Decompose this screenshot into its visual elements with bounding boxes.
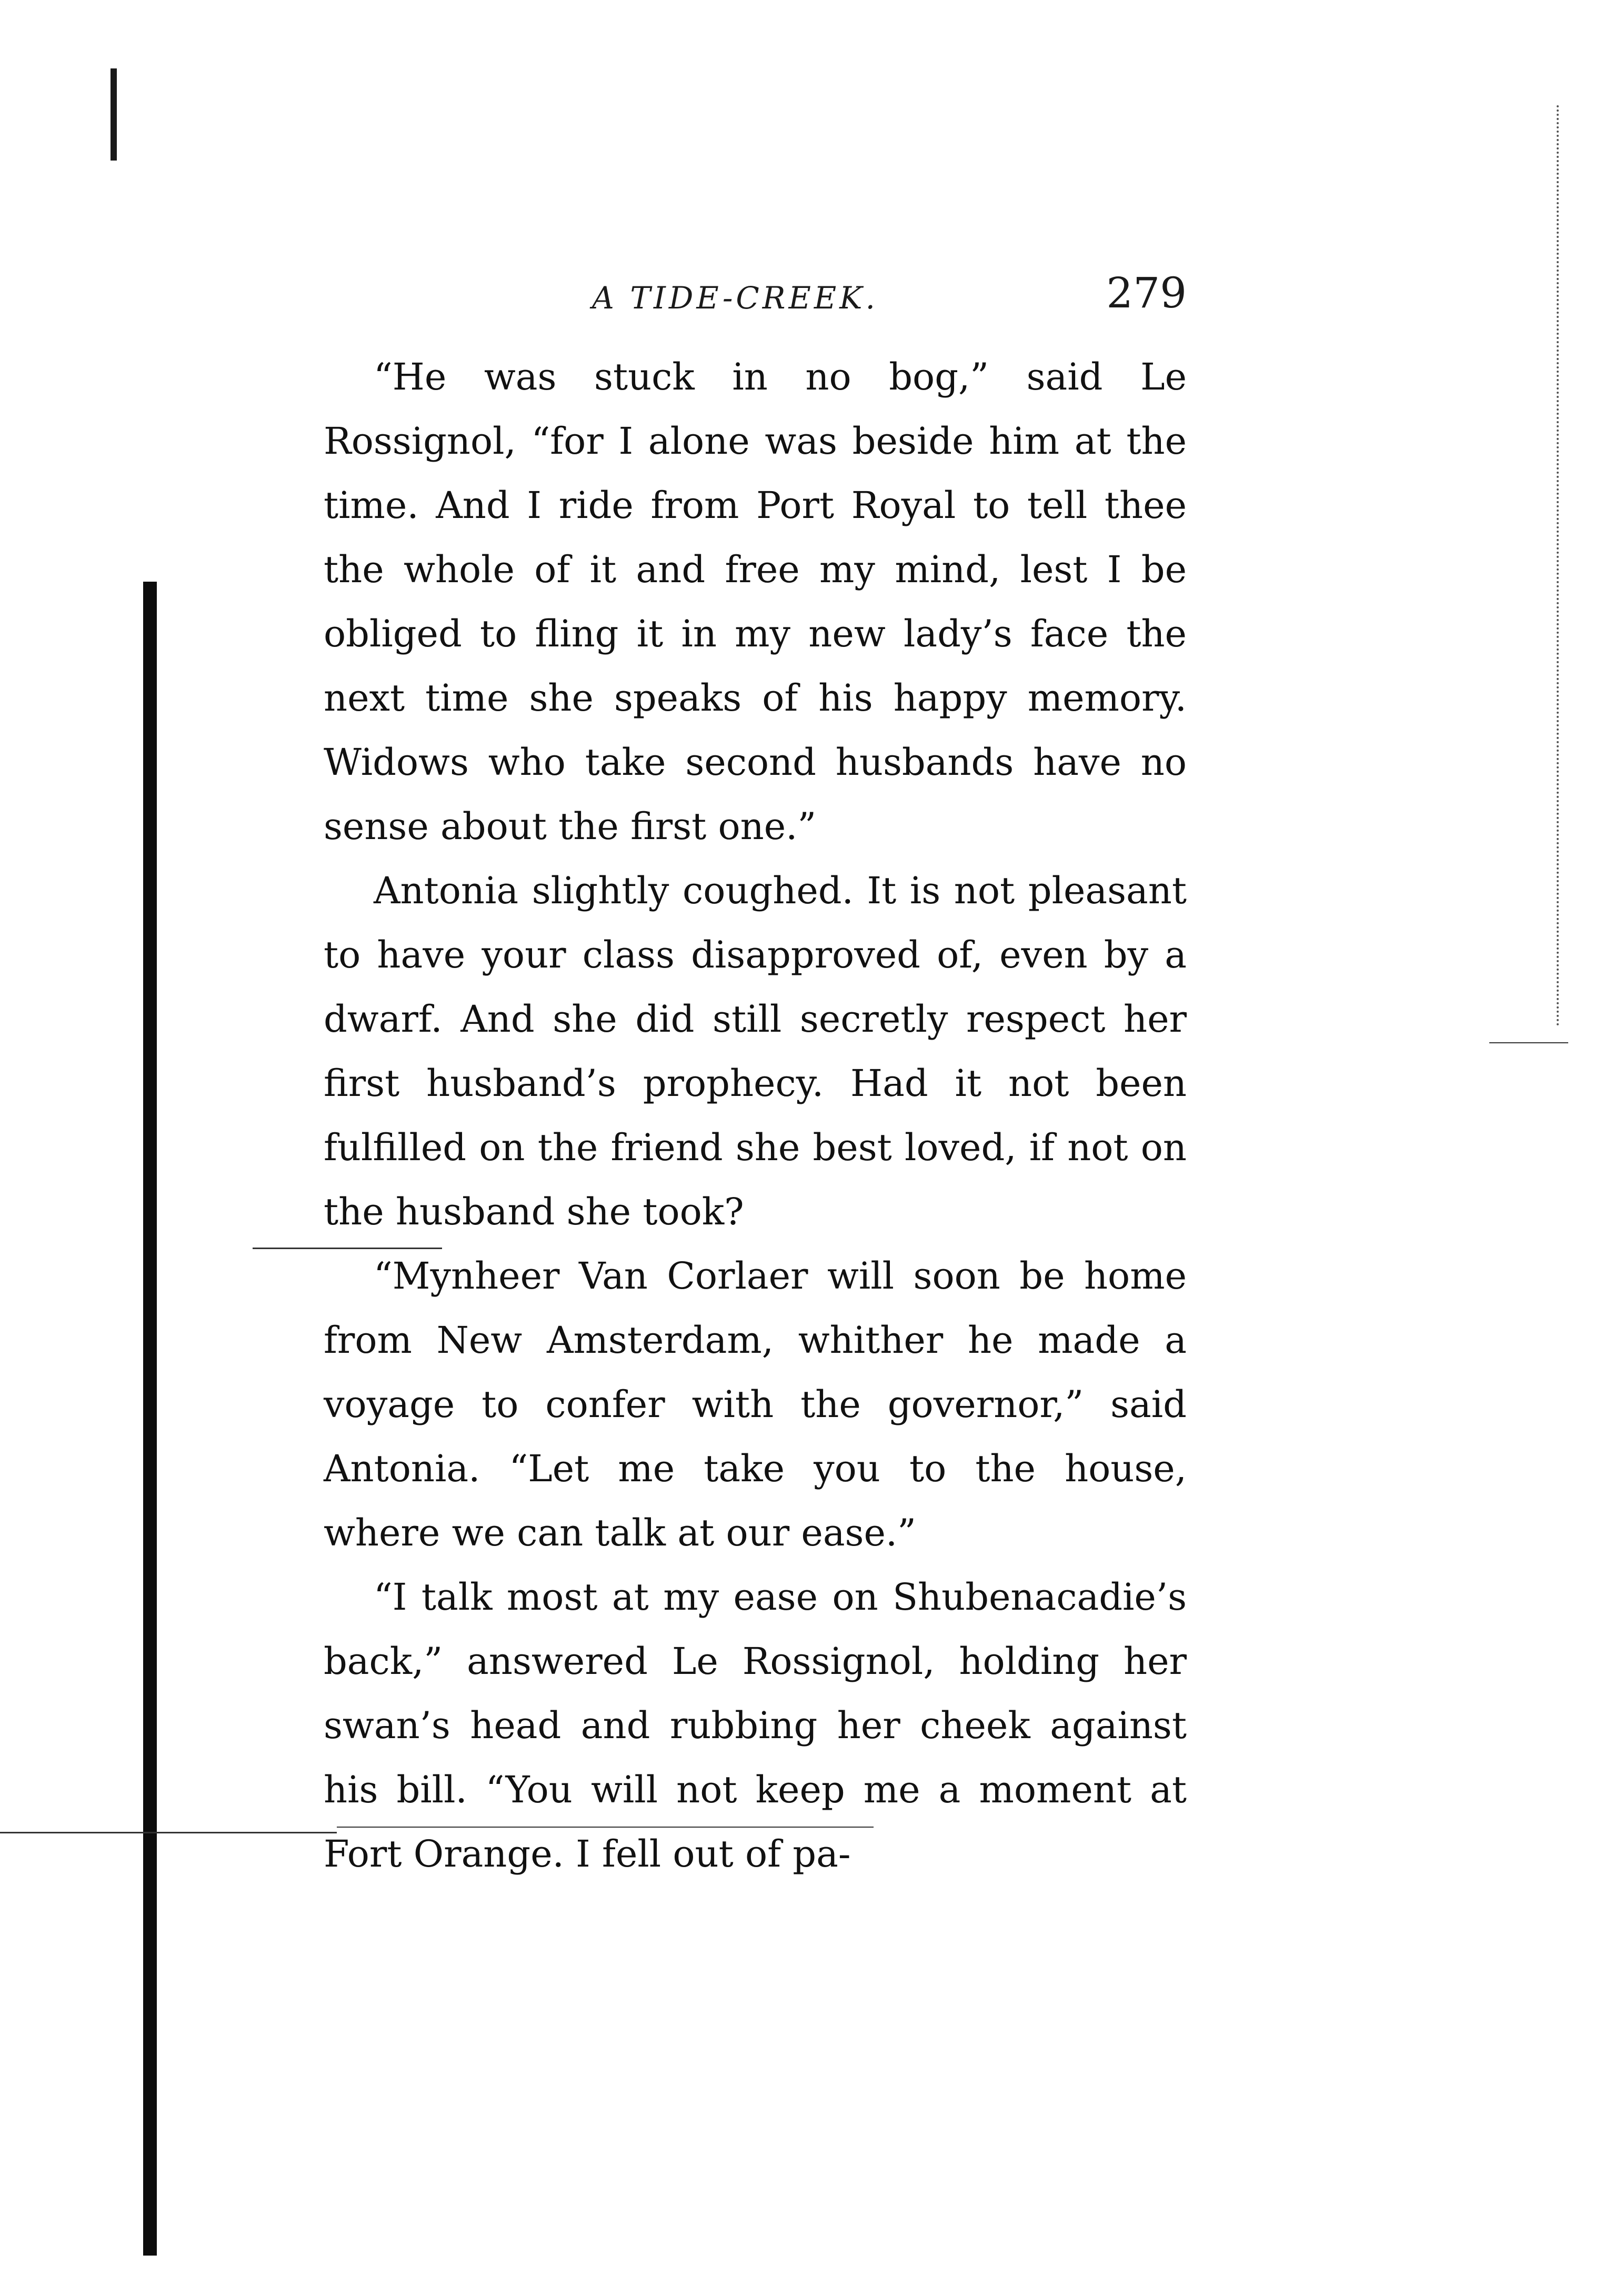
scan-edge-dots xyxy=(1557,105,1561,1026)
running-head: A TIDE-CREEK. xyxy=(592,280,878,316)
scan-stray-line xyxy=(1489,1042,1568,1043)
body-text xyxy=(324,345,1187,1886)
paragraph: “Mynheer Van Corlaer will soon be home from New Amsterdam, whither he made a voyage to confer with the governor,” said Antonia. “Let me take you to the house, where we can talk at our ease.” xyxy=(324,1254,1187,1554)
page-number: 279 xyxy=(1106,268,1187,317)
paragraph: “He was stuck in no bog,” said Le Rossignol, “for I alone was beside him at the time. And I ride from Port Royal to tell thee the whole of it and free my mind, lest I be obliged to fling it in my new lady’s face the next time she speaks of his happy memory. Widows who take second husbands have no sense about the first one.” xyxy=(324,355,1187,848)
paragraph: Antonia slightly coughed. It is not pleasant to have your class disapproved of, even by a dwarf. And she did still secretly respect her first husband’s prophecy. Had it not been fulfilled on the friend she best loved, if not on the husband she took? xyxy=(324,869,1187,1233)
paragraph: “I talk most at my ease on Shubenacadie’s back,” answered Le Rossignol, holding her swan’s head and rubbing her cheek against his bill. “You will not keep me a moment at Fort Orange. I fell out of pa- xyxy=(324,1575,1187,1876)
scan-edge-bar xyxy=(143,582,157,2256)
scan-edge-mark-top xyxy=(111,68,117,161)
page-header xyxy=(324,263,1187,326)
scan-stray-line xyxy=(0,1832,337,1833)
